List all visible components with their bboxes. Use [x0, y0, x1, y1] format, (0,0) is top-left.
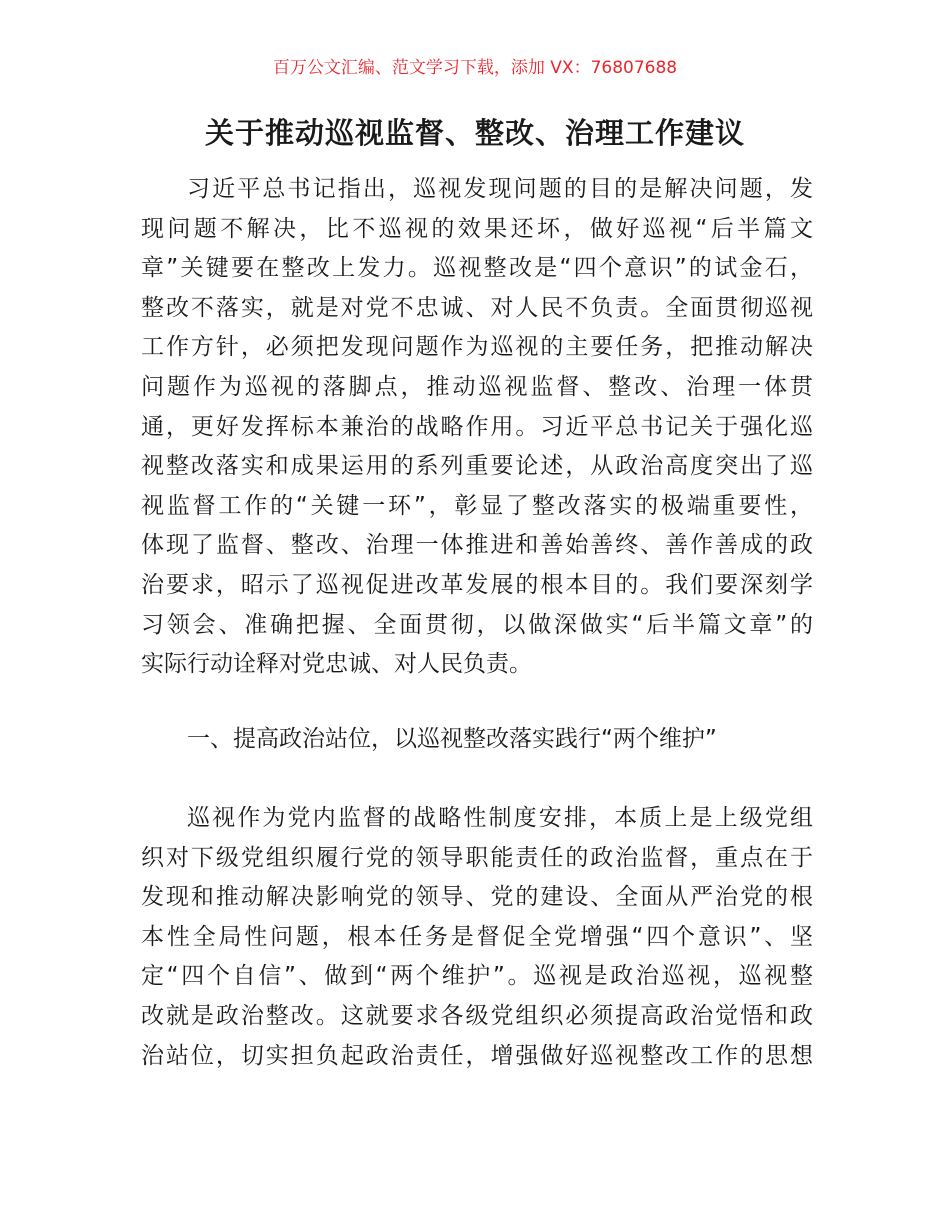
paragraph-1	[141, 170, 813, 685]
paragraph-line: 习近平总书记指出，巡视发现问题的目的是解决问题，发	[187, 176, 813, 202]
paragraph-line: 治站位，切实担负起政治责任，增强做好巡视整改工作的思想	[141, 1042, 813, 1069]
paragraph-line: 整改不落实，就是对党不忠诚、对人民不负责。全面贯彻巡视	[141, 294, 813, 321]
paragraph-line: 体现了监督、整改、治理一体推进和善始善终、善作善成的政	[141, 532, 813, 559]
paragraph-line: 治要求，昭示了巡视促进改革发展的根本目的。我们要深刻学	[141, 571, 813, 598]
section-heading-1	[141, 720, 813, 760]
paragraph-2	[141, 799, 813, 1076]
paragraph-line: 巡视作为党内监督的战略性制度安排，本质上是上级党组	[187, 805, 813, 831]
paragraph-line: 本性全局性问题，根本任务是督促全党增强“四个意识”、坚	[141, 923, 813, 950]
promo-header: 百万公文汇编、范文学习下载，添加 VX：76807688	[272, 58, 678, 78]
paragraph-line: 视监督工作的“关键一环”，彰显了整改落实的极端重要性，	[141, 492, 813, 519]
paragraph-line: 工作方针，必须把发现问题作为巡视的主要任务，把推动解决	[141, 334, 813, 361]
paragraph-line: 实际行动诠释对党忠诚、对人民负责。	[141, 651, 532, 678]
section-heading-text: 一、提高政治站位，以巡视整改落实践行“两个维护”	[187, 726, 717, 752]
paragraph-line: 发现和推动解决影响党的领导、党的建设、全面从严治党的根	[141, 884, 813, 911]
paragraph-line: 现问题不解决，比不巡视的效果还坏，做好巡视“后半篇文	[141, 215, 813, 242]
document-title: 关于推动巡视监督、整改、治理工作建议	[204, 116, 745, 150]
paragraph-line: 习领会、准确把握、全面贯彻，以做深做实“后半篇文章”的	[141, 611, 813, 638]
paragraph-line: 通，更好发挥标本兼治的战略作用。习近平总书记关于强化巡	[141, 413, 813, 440]
paragraph-line: 视整改落实和成果运用的系列重要论述，从政治高度突出了巡	[141, 453, 813, 480]
paragraph-line: 章”关键要在整改上发力。巡视整改是“四个意识”的试金石，	[141, 255, 813, 282]
paragraph-line: 织对下级党组织履行党的领导职能责任的政治监督，重点在于	[141, 844, 813, 871]
paragraph-line: 改就是政治整改。这就要求各级党组织必须提高政治觉悟和政	[141, 1002, 813, 1029]
paragraph-line: 问题作为巡视的落脚点，推动巡视监督、整改、治理一体贯	[141, 373, 813, 400]
paragraph-line: 定“四个自信”、做到“两个维护”。巡视是政治巡视，巡视整	[141, 963, 813, 990]
